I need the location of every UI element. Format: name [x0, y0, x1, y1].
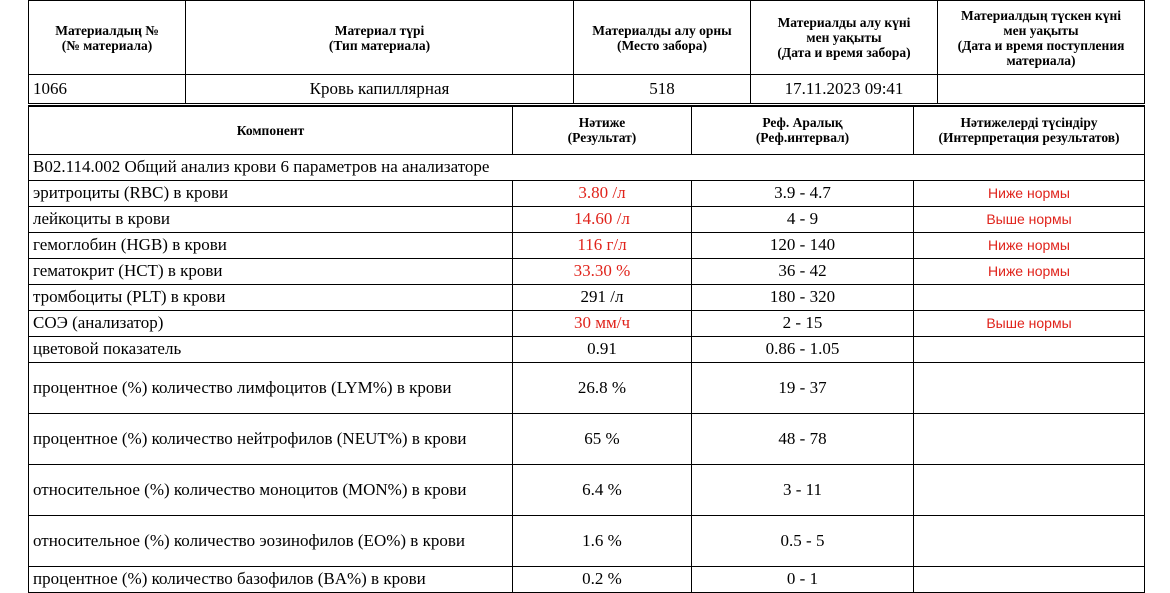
ref-interval: 0 - 1: [692, 566, 914, 592]
ref-interval: 180 - 320: [692, 284, 914, 310]
header-line: мен уақыты: [1003, 22, 1079, 38]
result-value: 291 /л: [513, 284, 692, 310]
header-ref-interval: [692, 106, 914, 154]
ref-interval: 36 - 42: [692, 258, 914, 284]
interpretation: Выше нормы: [914, 206, 1145, 232]
header-material-number: [29, 1, 186, 75]
header-received-datetime: [938, 1, 1145, 75]
result-row: [29, 362, 1145, 413]
result-value: 116 г/л: [513, 232, 692, 258]
component-name: гемоглобин (HGB) в крови: [29, 232, 513, 258]
material-table: [28, 0, 1145, 104]
component-name: эритроциты (RBC) в крови: [29, 180, 513, 206]
header-line: (№ материала): [61, 37, 153, 53]
header-line: мен уақыты: [806, 30, 882, 45]
header-line: Материалды алу күні: [777, 15, 911, 30]
component-name: процентное (%) количество лимфоцитов (LYM%) в крови: [29, 362, 513, 413]
ref-interval: 0.5 - 5: [692, 515, 914, 566]
material-type: Кровь капиллярная: [186, 75, 574, 104]
material-header-row: [29, 1, 1145, 75]
ref-interval: 120 - 140: [692, 232, 914, 258]
header-line: (Результат): [567, 130, 637, 146]
component-name: цветовой показатель: [29, 336, 513, 362]
interpretation: Ниже нормы: [914, 258, 1145, 284]
header-collection-datetime: [751, 1, 938, 75]
result-row: [29, 515, 1145, 566]
header-line: Реф. Аралық: [762, 115, 843, 131]
result-row: [29, 180, 1145, 206]
results-header-row: [29, 106, 1145, 154]
header-line: (Дата и время забора): [777, 45, 911, 60]
header-line: (Реф.интервал): [755, 130, 850, 146]
ref-interval: 0.86 - 1.05: [692, 336, 914, 362]
header-line: Материалды алу орны: [592, 22, 732, 38]
component-name: гематокрит (HCT) в крови: [29, 258, 513, 284]
interpretation: [914, 413, 1145, 464]
result-row: [29, 258, 1145, 284]
header-material-type: [186, 1, 574, 75]
header-line: Материалдың түскен күні: [960, 7, 1122, 23]
result-value: 14.60 /л: [513, 206, 692, 232]
header-collection-place: [574, 1, 751, 75]
received-datetime: [938, 75, 1145, 104]
ref-interval: 2 - 15: [692, 310, 914, 336]
ref-interval: 19 - 37: [692, 362, 914, 413]
header-interpretation: [914, 106, 1145, 154]
interpretation: Выше нормы: [914, 310, 1145, 336]
result-row: [29, 284, 1145, 310]
ref-interval: 48 - 78: [692, 413, 914, 464]
component-name: относительное (%) количество моноцитов (MON%) в крови: [29, 464, 513, 515]
header-line: Материалдың №: [55, 22, 159, 38]
header-line: Нәтиже: [578, 115, 626, 131]
header-result: [513, 106, 692, 154]
header-component: Компонент: [29, 106, 513, 154]
result-value: 33.30 %: [513, 258, 692, 284]
collection-place: 518: [574, 75, 751, 104]
section-title: В02.114.002 Общий анализ крови 6 параметров на анализаторе: [29, 154, 1145, 180]
header-line: материала): [1006, 52, 1076, 68]
interpretation: Ниже нормы: [914, 232, 1145, 258]
section-row: [29, 154, 1145, 180]
result-row: [29, 310, 1145, 336]
result-value: 6.4 %: [513, 464, 692, 515]
result-value: 0.2 %: [513, 566, 692, 592]
collection-datetime: 17.11.2023 09:41: [751, 75, 938, 104]
result-row: [29, 206, 1145, 232]
component-name: процентное (%) количество нейтрофилов (NEUT%) в крови: [29, 413, 513, 464]
interpretation: [914, 336, 1145, 362]
component-name: процентное (%) количество базофилов (BA%) в крови: [29, 566, 513, 592]
ref-interval: 4 - 9: [692, 206, 914, 232]
result-value: 65 %: [513, 413, 692, 464]
material-number: 1066: [29, 75, 186, 104]
result-value: 3.80 /л: [513, 180, 692, 206]
result-value: 0.91: [513, 336, 692, 362]
result-row: [29, 566, 1145, 592]
header-line: Материал түрі: [334, 22, 425, 38]
ref-interval: 3.9 - 4.7: [692, 180, 914, 206]
result-row: [29, 413, 1145, 464]
component-name: относительное (%) количество эозинофилов (EO%) в крови: [29, 515, 513, 566]
lab-report: [28, 0, 1144, 593]
ref-interval: 3 - 11: [692, 464, 914, 515]
interpretation: Ниже нормы: [914, 180, 1145, 206]
header-line: (Интерпретация результатов): [938, 130, 1120, 146]
component-name: лейкоциты в крови: [29, 206, 513, 232]
component-name: СОЭ (анализатор): [29, 310, 513, 336]
header-line: (Дата и время поступления: [957, 37, 1125, 53]
result-value: 1.6 %: [513, 515, 692, 566]
result-value: 30 мм/ч: [513, 310, 692, 336]
result-row: [29, 232, 1145, 258]
component-name: тромбоциты (PLT) в крови: [29, 284, 513, 310]
interpretation: [914, 362, 1145, 413]
results-table: [28, 105, 1145, 593]
result-value: 26.8 %: [513, 362, 692, 413]
interpretation: [914, 284, 1145, 310]
header-line: (Тип материала): [328, 37, 431, 53]
result-row: [29, 464, 1145, 515]
result-row: [29, 336, 1145, 362]
interpretation: [914, 515, 1145, 566]
interpretation: [914, 464, 1145, 515]
header-line: (Место забора): [616, 37, 708, 53]
material-value-row: [29, 75, 1145, 104]
header-line: Нәтижелерді түсіндіру: [960, 115, 1098, 131]
interpretation: [914, 566, 1145, 592]
